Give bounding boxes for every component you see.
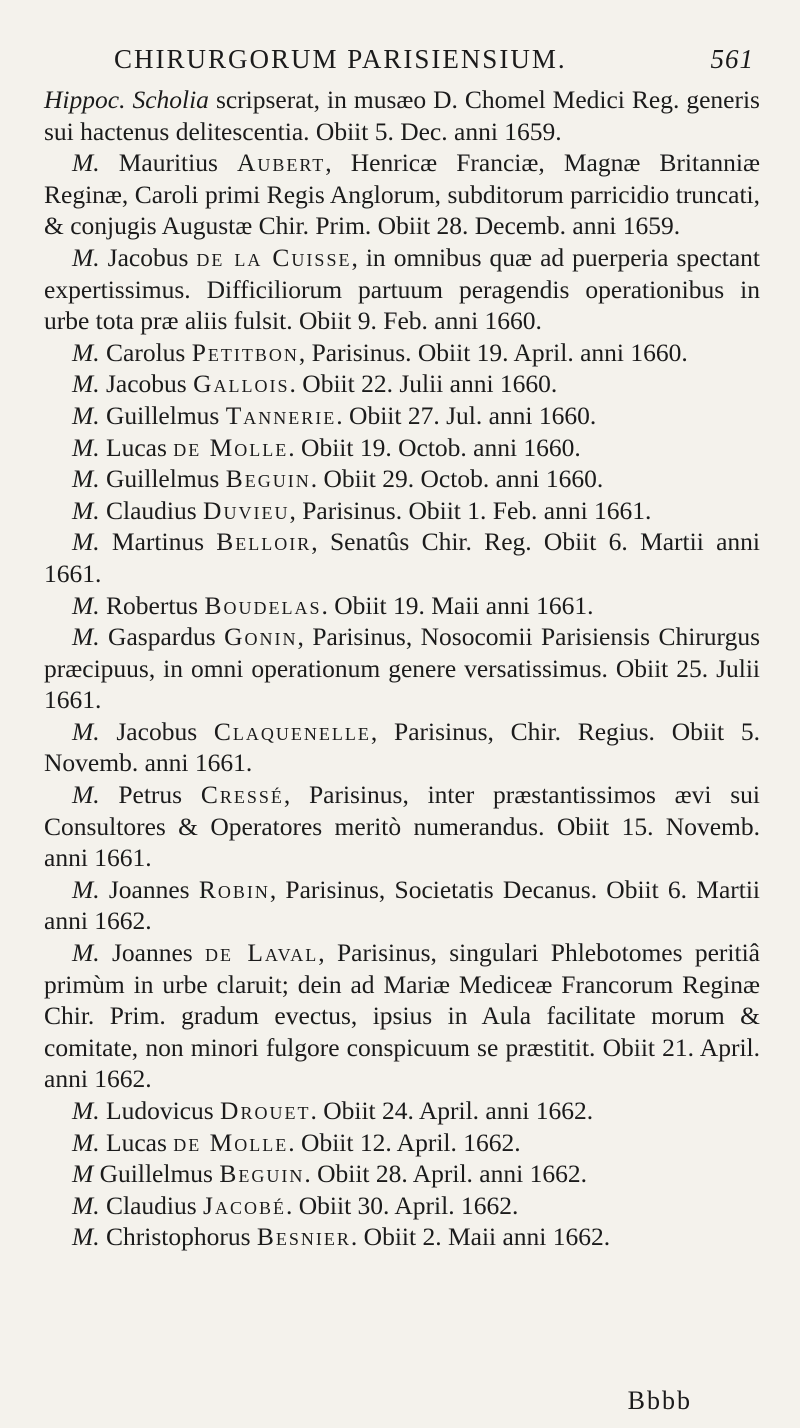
entry-text: . Obiit 27. Jul. anni 1660.	[336, 400, 597, 430]
entry-text: Lucas	[99, 432, 174, 462]
entry-paragraph	[44, 463, 760, 495]
entry-paragraph	[44, 1158, 760, 1190]
entry-text: Guillelmus	[93, 1159, 220, 1189]
master-abbrev: M.	[72, 622, 100, 652]
entry-text: Joannes	[99, 938, 206, 968]
master-abbrev: M.	[72, 148, 100, 178]
entry-paragraph	[44, 400, 760, 432]
entry-paragraph	[44, 874, 760, 937]
entry-text: , Parisinus. Obiit 19. April. anni 1660.	[298, 337, 688, 367]
entry-text: . Obiit 28. April. anni 1662.	[304, 1159, 587, 1189]
entry-text: Christophorus	[99, 1222, 257, 1252]
master-abbrev: M.	[72, 400, 100, 430]
master-abbrev: M.	[72, 780, 100, 810]
entry-paragraph	[44, 779, 760, 874]
surname: Robin	[198, 874, 270, 904]
surname: Besnier	[256, 1222, 351, 1252]
entry-text: , Parisinus. Obiit 1. Feb. anni 1661.	[289, 495, 652, 525]
entry-text: . Obiit 22. Julii anni 1660.	[289, 369, 558, 399]
running-title: CHIRURGORUM PARISIENSIUM.	[114, 44, 567, 74]
catchword: Bbbb	[627, 1386, 692, 1415]
master-abbrev: M.	[72, 716, 100, 746]
surname: Claquenelle	[213, 716, 371, 746]
surname: de la Cuisse	[196, 242, 352, 272]
entry-text: Gaspardus	[99, 622, 225, 652]
entry-text: Jacobus	[99, 242, 197, 272]
entry-text: Guillelmus	[99, 400, 226, 430]
master-abbrev: M.	[72, 874, 100, 904]
entry-text: , Henricæ Franciæ, Magnæ Britanniæ Reginæ, Caroli primi Regis Anglorum, subditorum parricidio truncati, & conjugis Augustæ Chir. Prim. Obiit 28. Decemb. anni 1659.	[44, 148, 760, 241]
entry-paragraph	[44, 1095, 760, 1127]
entry-text: Petrus	[99, 780, 201, 810]
entry-paragraph	[44, 526, 760, 589]
master-abbrev: M.	[72, 1127, 100, 1157]
entry-paragraph	[44, 621, 760, 716]
entry-paragraph	[44, 432, 760, 464]
entry-text: , Parisinus, inter præstantissimos ævi sui Consultores & Operatores meritò numerandus. Obiit 15. Novemb. anni 1661.	[44, 780, 761, 873]
entry-text: , Parisinus, singulari Phlebotomes peritiâ primùm in urbe claruit; dein ad Mariæ Mediceæ Francorum Reginæ Chir. Prim. gradum evectus, ipsius in Aula facilitate morum & comitate, non minori fulgore conspicuum se præstitit. Obiit 21. April. anni 1662.	[44, 938, 761, 1094]
surname: Petitbon	[191, 337, 299, 367]
entry-paragraph	[44, 716, 760, 779]
entry-text: . Obiit 24. April. anni 1662.	[310, 1096, 594, 1125]
master-abbrev: M.	[72, 495, 100, 525]
entry-paragraph	[44, 84, 760, 147]
entry-text: . Obiit 12. April. 1662.	[288, 1127, 521, 1157]
master-abbrev: M.	[72, 938, 100, 968]
master-abbrev: M.	[72, 1190, 100, 1220]
surname: Jacobé	[203, 1190, 286, 1220]
body-text	[44, 84, 760, 1253]
entry-text: . Obiit 19. Maii anni 1661.	[321, 590, 594, 620]
entry-paragraph	[44, 147, 760, 242]
master-abbrev: M.	[72, 1096, 100, 1125]
entry-text: Lucas	[99, 1127, 174, 1157]
entry-paragraph	[44, 937, 760, 1095]
entry-text: , Parisinus, Nosocomii Parisiensis Chirurgus præcipuus, in omni operationum genere versatissimus. Obiit 25. Julii 1661.	[44, 622, 761, 715]
entry-text: Robertus	[99, 590, 205, 620]
surname: de Laval	[205, 938, 319, 968]
entry-text: . Obiit 19. Octob. anni 1660.	[288, 432, 581, 462]
surname: Beguin	[219, 1159, 305, 1189]
entry-text: Guillelmus	[99, 464, 226, 494]
entry-paragraph	[44, 337, 760, 369]
entry-text: Carolus	[99, 337, 192, 367]
entry-text: scripserat, in musæo D. Chomel Medici Reg. generis sui hactenus delitescentia. Obiit 5. Dec. anni 1659.	[44, 85, 760, 146]
surname: Gonin	[224, 622, 298, 652]
entry-text: Jacobus	[99, 716, 214, 746]
entry-text: . Obiit 2. Maii anni 1662.	[350, 1222, 611, 1252]
surname: Cressé	[200, 780, 284, 810]
master-abbrev: M.	[72, 432, 100, 462]
entry-text: . Obiit 30. April. 1662.	[285, 1190, 519, 1220]
surname: de Molle	[173, 432, 289, 462]
master-abbrev: M.	[72, 369, 100, 399]
entry-text: . Obiit 29. Octob. anni 1660.	[310, 464, 604, 494]
running-header	[44, 40, 760, 84]
surname: Boudelas	[204, 590, 322, 620]
surname: de Molle	[173, 1127, 289, 1157]
entry-paragraph	[44, 1221, 760, 1253]
surname: Duvieu	[203, 495, 290, 525]
page-number: 561	[710, 44, 754, 74]
master-abbrev: M.	[72, 464, 100, 494]
entry-paragraph	[44, 242, 760, 337]
surname: Beguin	[225, 464, 311, 494]
entry-text: , Parisinus, Chir. Regius. Obiit 5. Novemb. anni 1661.	[44, 716, 760, 778]
italic-text: Hippoc. Scholia	[44, 85, 209, 114]
master-abbrev: M.	[72, 527, 100, 557]
master-abbrev: M.	[72, 337, 100, 367]
surname: Aubert	[236, 148, 326, 178]
surname: Tannerie	[225, 400, 337, 430]
entry-text: , in omnibus quæ ad puerperia spectant expertissimus. Difficiliorum partuum peragendis operationibus in urbe tota præ aliis fulsit. Obiit 9. Feb. anni 1660.	[44, 242, 761, 336]
surname: Belloir	[216, 527, 312, 557]
surname: Drouet	[220, 1096, 311, 1125]
entry-paragraph	[44, 1127, 760, 1159]
entry-text: Claudius	[99, 495, 204, 525]
entry-text: Mauritius	[99, 148, 237, 178]
entry-text: Joannes	[99, 874, 199, 904]
entry-text: , Senatûs Chir. Reg. Obiit 6. Martii anni 1661.	[44, 527, 761, 588]
master-abbrev: M	[72, 1159, 94, 1189]
entry-text: Claudius	[99, 1190, 204, 1220]
master-abbrev: M.	[72, 1222, 100, 1252]
entry-paragraph	[44, 495, 760, 527]
master-abbrev: M.	[72, 590, 100, 620]
surname: Gallois	[193, 369, 290, 399]
master-abbrev: M.	[72, 242, 100, 272]
entry-text: Ludovicus	[99, 1096, 221, 1125]
entry-text: Martinus	[99, 527, 217, 557]
entry-text: Jacobus	[99, 369, 194, 399]
entry-paragraph	[44, 590, 760, 622]
entry-paragraph	[44, 368, 760, 400]
entry-text: , Parisinus, Societatis Decanus. Obiit 6. Martii anni 1662.	[44, 874, 761, 936]
entry-paragraph	[44, 1190, 760, 1222]
